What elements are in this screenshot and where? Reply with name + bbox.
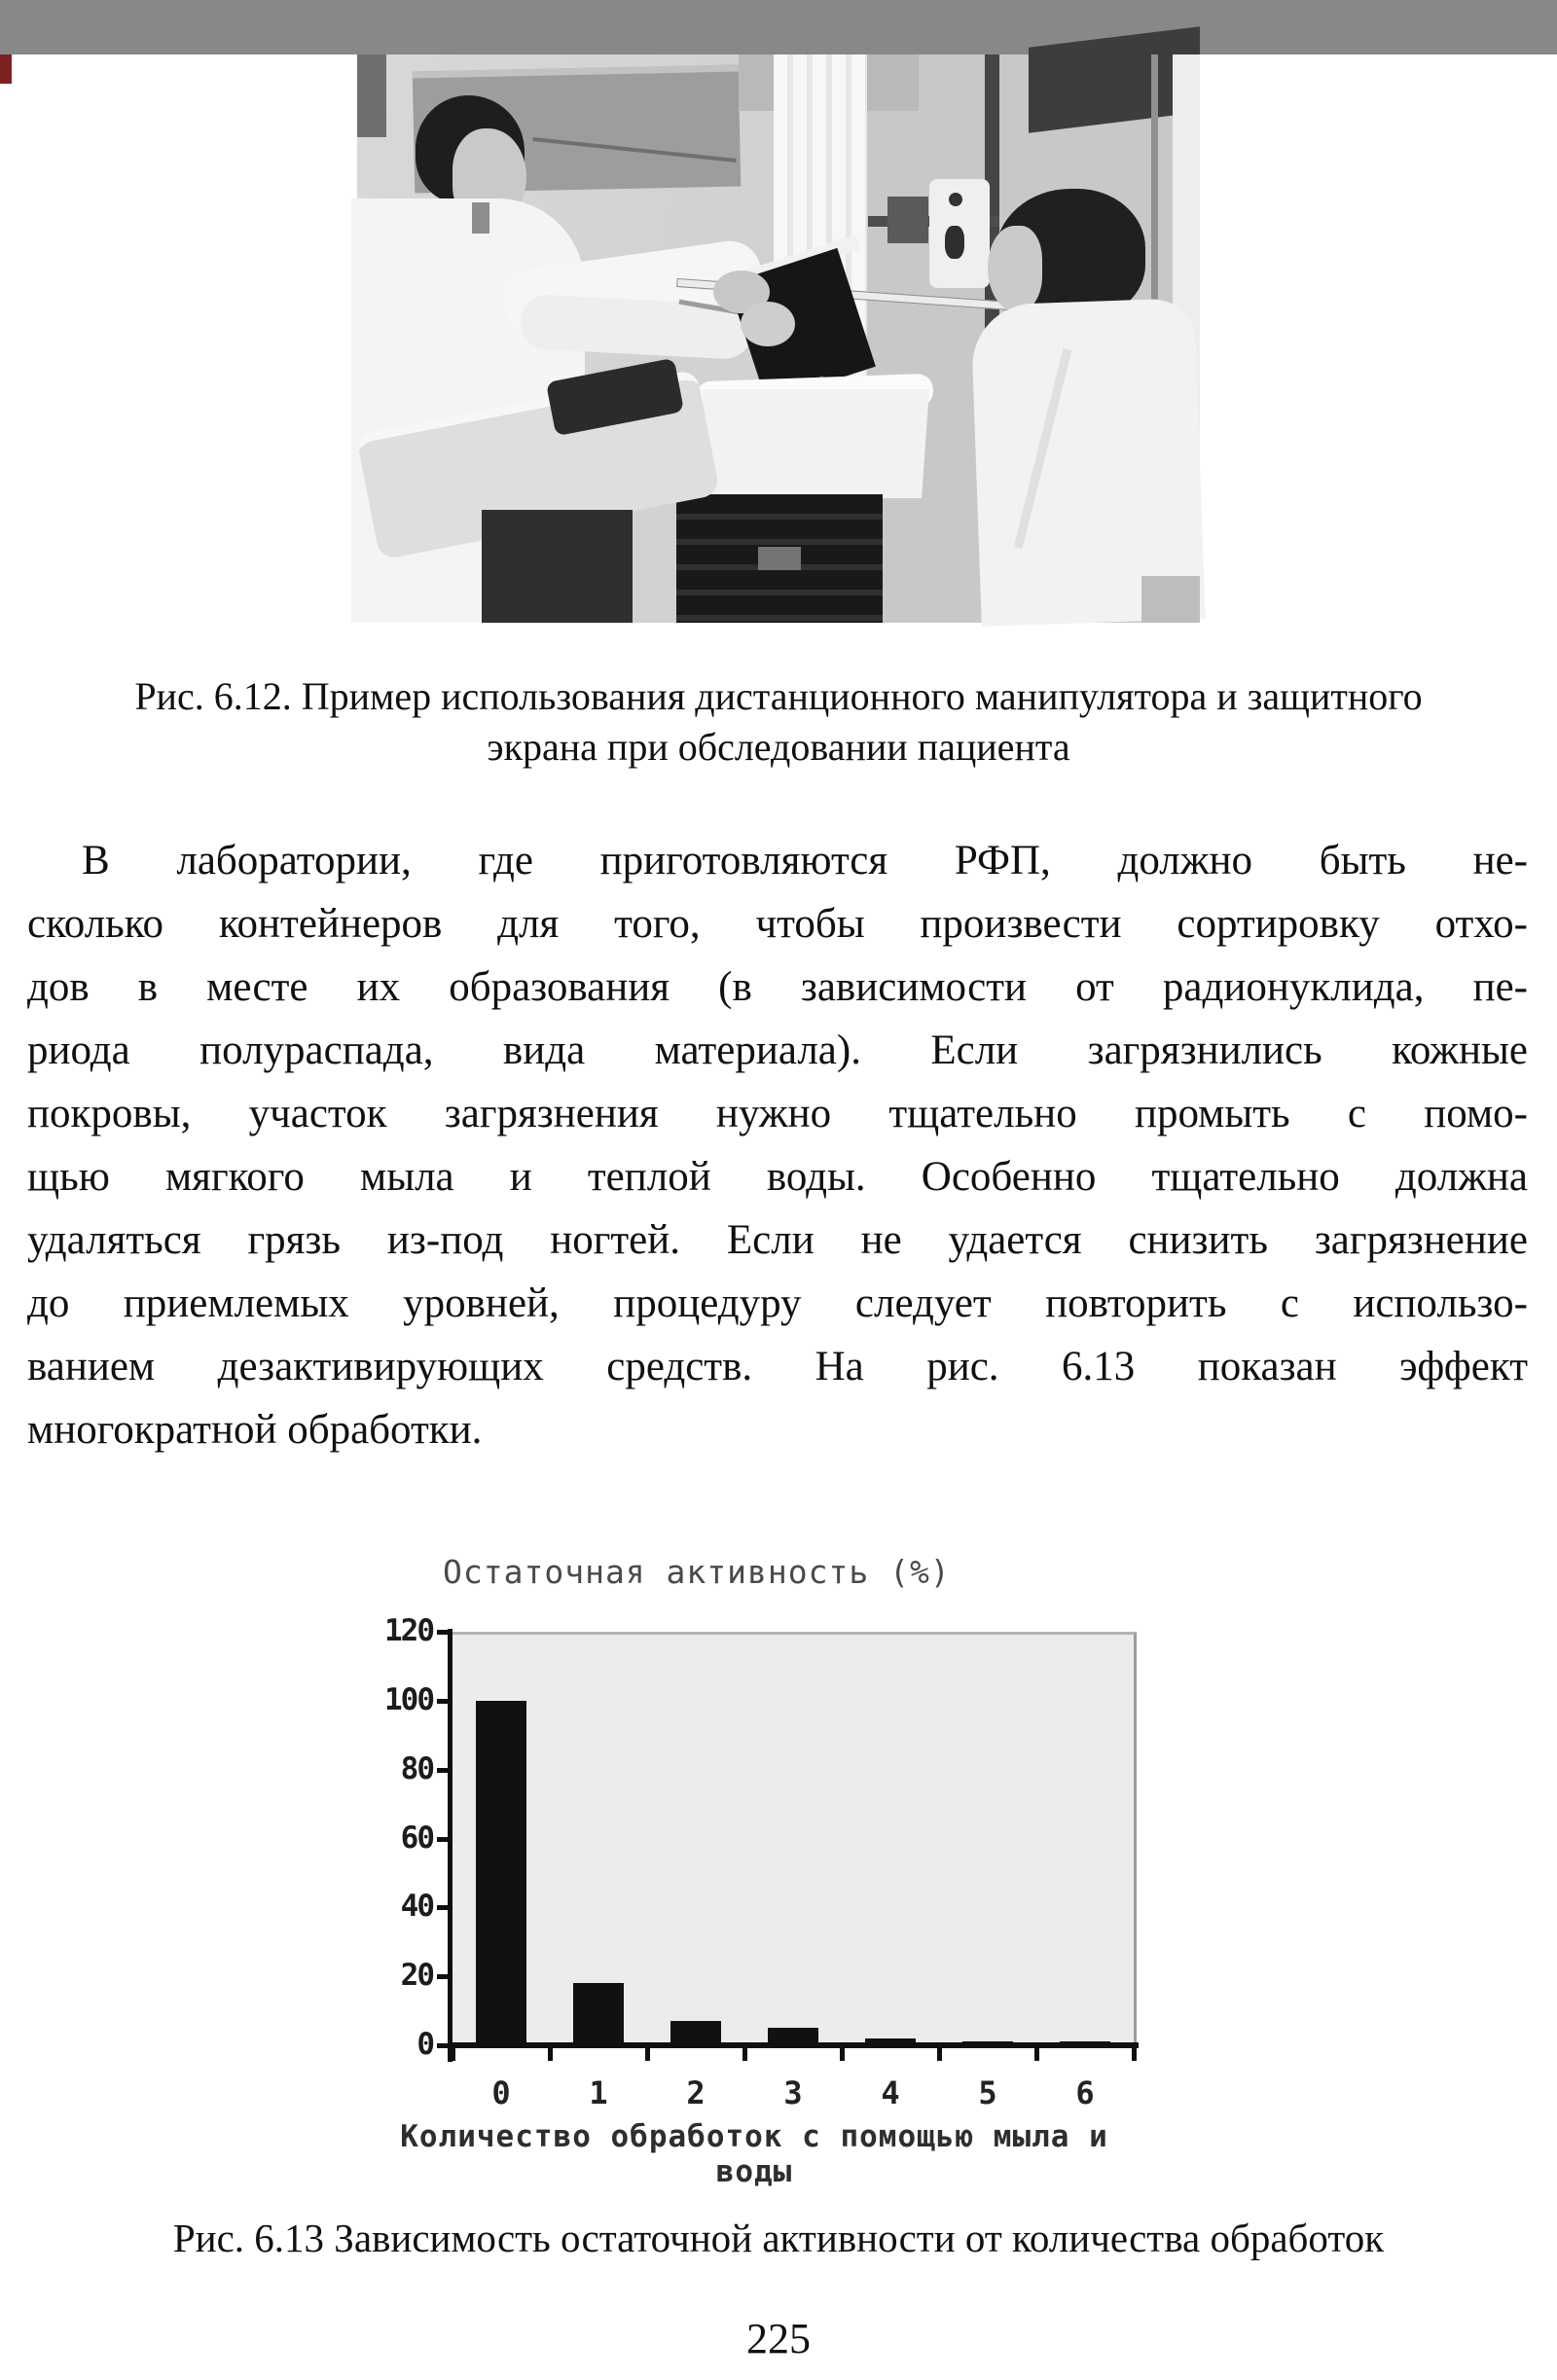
x-axis-label: 5 [978, 2074, 997, 2111]
paragraph-line: многократной обработки. [27, 1407, 483, 1453]
photo-rail-box [887, 197, 928, 243]
photo-control-slot [945, 226, 964, 259]
photo-corner-sliver [357, 54, 386, 137]
chart-bar [573, 1983, 624, 2045]
figure-6-12-caption-line-1: Рис. 6.12. Пример использования дистанционного манипулятора и защитного [134, 674, 1423, 718]
chart-figure [238, 1520, 1406, 2189]
body-paragraph [27, 829, 1528, 1461]
x-axis-label: 4 [881, 2074, 900, 2111]
photo-table-front [482, 510, 633, 623]
y-axis-label: 40 [400, 1889, 433, 1925]
x-axis-label: 0 [491, 2074, 511, 2111]
x-axis-label: 3 [783, 2074, 803, 2111]
page-number: 225 [746, 2315, 811, 2362]
x-axis-label: 1 [589, 2074, 608, 2111]
photo-corner-shade [1141, 576, 1200, 623]
paragraph-line: В лаборатории, где приготовляются РФП, должно быть не- [82, 838, 1528, 883]
paragraph-line: покровы, участок загрязнения нужно тщательно промыть с помо- [27, 1091, 1528, 1136]
y-axis-label: 80 [400, 1750, 433, 1786]
paragraph-line: ванием дезактивирующих средств. На рис. 6.13 показан эффект [27, 1344, 1528, 1389]
x-axis-label: 2 [686, 2074, 706, 2111]
paragraph-line: дов в месте их образования (в зависимости от радионуклида, пе- [27, 964, 1528, 1010]
y-axis-label: 60 [400, 1820, 433, 1856]
y-axis-label: 20 [400, 1958, 433, 1994]
photo-control-knob [949, 193, 962, 206]
y-axis-label: 100 [384, 1681, 433, 1717]
paragraph-line: до приемлемых уровней, процедуру следует повторить с использо- [27, 1280, 1528, 1326]
photo-wall-control [929, 179, 990, 288]
figure-6-12-caption-line-2: экрана при обследовании пациента [487, 725, 1070, 769]
x-axis-line [448, 2042, 1139, 2048]
chart-bar [476, 1701, 526, 2045]
chart-x-axis-title: Количество обработок с помощью мыла и воды [400, 2119, 1108, 2189]
y-axis-label: 0 [416, 2027, 433, 2062]
chart-title: Остаточная активность (%) [443, 1553, 951, 1591]
photo-patient-face [988, 226, 1042, 311]
document-page [0, 54, 1557, 2380]
photo-box-label [758, 547, 801, 570]
figure-6-13-caption: Рис. 6.13 Зависимость остаточной активности от количества обработок [172, 2216, 1385, 2260]
figure-6-12-caption [0, 671, 1557, 773]
paragraph-line: сколько контейнеров для того, чтобы произвести сортировку отхо- [27, 901, 1528, 947]
figure-6-12-photo [357, 54, 1200, 623]
y-axis-line [448, 1629, 453, 2062]
scan-artifact [0, 54, 12, 84]
y-axis-label: 120 [384, 1613, 433, 1648]
photo-white-base [696, 389, 929, 498]
photo-doctor-hand-2 [741, 302, 795, 346]
paragraph-line: щью мягкого мыла и теплой воды. Особенно тщательно должна [27, 1154, 1528, 1200]
photo-doctor-collar [472, 202, 489, 234]
paragraph-line: удаляться грязь из-под ногтей. Если не удается снизить загрязнение [27, 1217, 1528, 1263]
chart-plot-area [453, 1632, 1137, 2048]
paragraph-line: риода полураспада, вида материала). Если загрязнились кожные [27, 1028, 1528, 1073]
x-axis-label: 6 [1075, 2074, 1095, 2111]
